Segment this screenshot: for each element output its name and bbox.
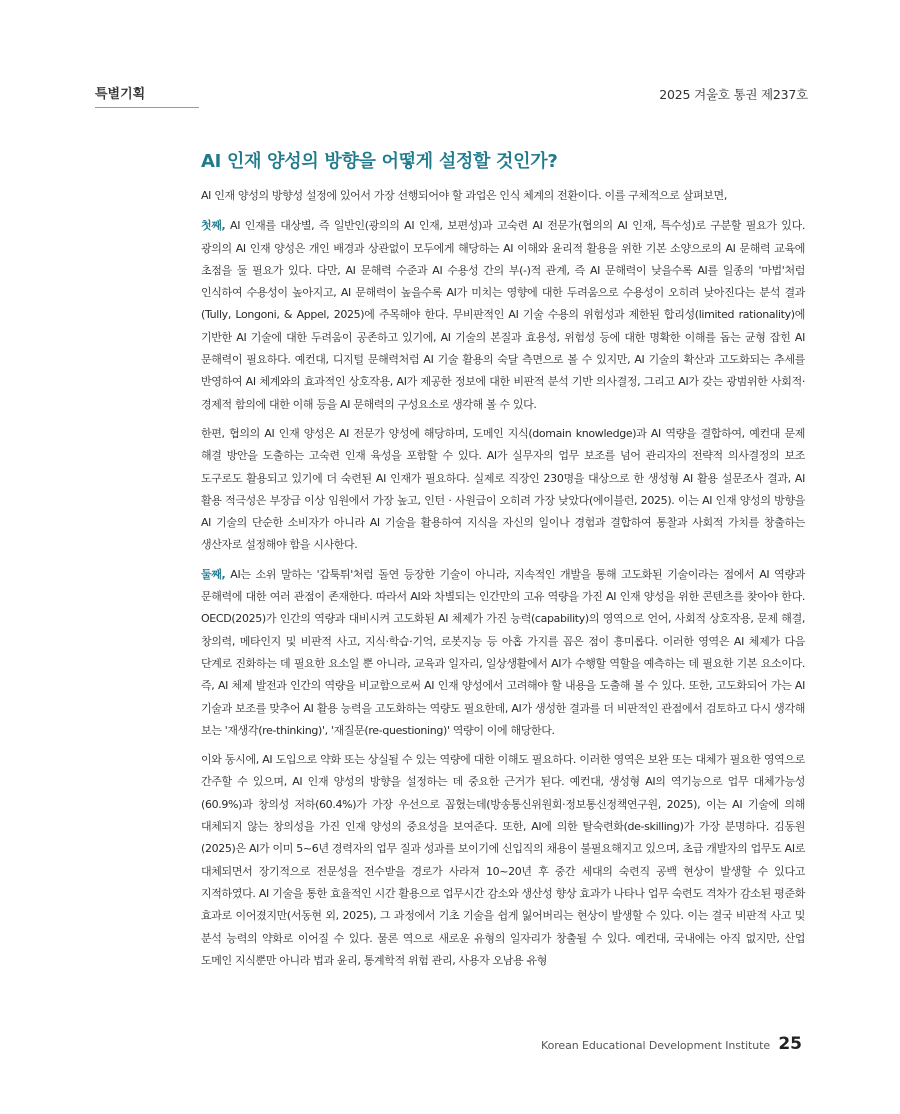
paragraph-fourth: 이와 동시에, AI 도입으로 약화 또는 상실될 수 있는 역량에 대한 이해도 필요하다. 이러한 영역은 보완 또는 대체가 필요한 영역으로 간주할 수 있으며, AI 인재 양성의 방향을 설정하는 데 중요한 근거가 된다. 예컨대, 생성형 AI의 역기능으로 업무 대체가능성(60.9%)과 창의성 저하(60.4%)가 가장 우선으로 꼽혔는데(방송통신위원회·정보통신정책연구원, 2025), 이는 AI 기술에 의해 대체되지 않는 창의성을 가진 인재 양성의 중요성을 보여준다. 또한, AI에 의한 탈숙련화(de-skilling)가 가장 분명하다. 김동원(2025)은 AI가 이미 5~6년 경력자의 업무 질과 성과를 보이기에 신입직의 채용이 불필요해지고 있으며, 초급 개발자의 업무도 AI로 대체되면서 장기적으로 전문성을 전수받을 경로가 사라져 10~20년 후 중간 세대의 숙련직 공백 현상이 발생할 수 있다고 지적하였다. AI 기술을 통한 효율적인 시간 활용으로 업무시간 감소와 생산성 향상 효과가 나타나 업무 숙련도 격차가 감소된 평준화 효과로 이어졌지만(서동현 외, 2025), 그 과정에서 기초 기술을 쉽게 잃어버리는 현상이 발생할 수 있다. 이는 결국 비판적 사고 및 분석 능력의 약화로 이어질 수 있다. 물론 역으로 새로운 유형의 일자리가 창출될 수 있다. 예컨대, 국내에는 아직 없지만, 산업 도메인 지식뿐만 아니라 법과 윤리, 통계학적 위험 관리, 사용자 오남용 유형 [201,753,805,967]
lead-word-first: 첫째, [201,219,226,233]
lead-word-second: 둘째, [201,567,226,581]
footer-institution: Korean Educational Development Institute [541,1039,770,1052]
paragraph-first-text: AI 인재를 대상별, 즉 일반인(광의의 AI 인재, 보편성)과 고숙련 AI 전문가(협의의 AI 인재, 특수성)로 구분할 필요가 있다. 광의의 AI 인재 양성은 개인 배경과 상관없이 모두에게 해당하는 AI 이해와 윤리적 활용을 위한 기본 소양으로의 AI 문해력 교육에 초점을 둘 필요가 있다. 다만, AI 문해력 수준과 AI 수용성 간의 부(-)적 관계, 즉 AI 문해력이 낮을수록 AI를 일종의 '마법'처럼 인식하여 수용성이 높아지고, AI 문해력이 높을수록 AI가 미치는 영향에 대한 두려움으로 수용성이 오히려 낮아진다는 분석 결과(Tully, Longoni, & Appel, 2025)에 주목해야 한다. 무비판적인 AI 기술 수용의 위험성과 제한된 합리성(limited rationality)에 기반한 AI 기술에 대한 두려움이 공존하고 있기에, AI 기술의 본질과 효용성, 위험성 등에 대한 명확한 이해를 돕는 균형 잡힌 AI 문해력이 필요하다. 예컨대, 디지털 문해력처럼 AI 기술 활용의 숙달 측면으로 볼 수 있지만, AI 기술의 확산과 고도화되는 추세를 반영하여 AI 체계와의 효과적인 상호작용, AI가 제공한 정보에 대한 비판적 분석 기반 의사결정, 그리고 AI가 갖는 광범위한 사회적·경제적 함의에 대한 이해 등을 AI 문해력의 구성요소로 생각해 볼 수 있다. [201,219,805,411]
intro-paragraph: AI 인재 양성의 방향성 설정에 있어서 가장 선행되어야 할 과업은 인식 체계의 전환이다. 이를 구체적으로 살펴보면, [201,189,727,202]
page-number: 25 [778,1034,802,1054]
paragraph-second: 한편, 협의의 AI 인재 양성은 AI 전문가 양성에 해당하며, 도메인 지식(domain knowledge)과 AI 역량을 결합하여, 예컨대 문제 해결 방안을 도출하는 고숙련 인재 육성을 포함할 수 있다. AI가 실무자의 업무 보조를 넘어 관리자의 전략적 의사결정의 보조 도구로도 활용되고 있기에 더 숙련된 AI 인재가 필요하다. 실제로 직장인 230명을 대상으로 한 생성형 AI 활용 설문조사 결과, AI 활용 적극성은 부장급 이상 임원에서 가장 높고, 인턴 · 사원급이 오히려 가장 낮았다(에이블런, 2025). 이는 AI 인재 양성의 방향을 AI 기술의 단순한 소비자가 아니라 AI 기술을 활용하여 지식을 자신의 일이나 경험과 결합하여 통찰과 사회적 가치를 창출하는 생산자로 설정해야 함을 시사한다. [201,426,805,552]
section-label: 특별기획 [95,86,199,108]
article-body [201,150,805,979]
paragraph-third-text: AI는 소위 말하는 '갑툭튀'처럼 돌연 등장한 기술이 아니라, 지속적인 개발을 통해 고도화된 기술이라는 점에서 AI 역량과 문해력에 대한 여러 관점이 존재한다. 따라서 AI와 차별되는 인간만의 고유 역량을 가진 AI 인재 양성을 위한 콘텐츠를 찾아야 한다. OECD(2025)가 인간의 역량과 대비시켜 고도화된 AI 체제가 가진 능력(capability)의 영역으로 언어, 사회적 상호작용, 문제 해결, 창의력, 메타인지 및 비판적 사고, 지식·학습·기억, 로봇지능 등 아홉 가지를 꼽은 점이 흥미롭다. 이러한 영역은 AI 체제가 다음 단계로 진화하는 데 필요한 요소일 뿐 아니라, 교육과 일자리, 일상생활에서 AI가 수행할 역할을 예측하는 데 필요한 기본 요소이다. 즉, AI 체제 발전과 인간의 역량을 비교함으로써 AI 인재 양성에서 고려해야 할 내용을 도출해 볼 수 있다. 또한, 고도화되어 가는 AI 기술과 보조를 맞추어 AI 활용 능력을 고도화하는 역량도 필요한데, AI가 생성한 결과를 더 비판적인 관점에서 검토하고 다시 생각해 보는 '재생각(re-thinking)', '재질문(re-questioning)' 역량이 이에 해당한다. [201,567,805,737]
article-heading: AI 인재 양성의 방향을 어떻게 설정할 것인가? [201,151,558,172]
paragraph-first [201,215,805,416]
issue-info: 2025 겨울호 통권 제237호 [659,87,808,102]
paragraph-third [201,564,805,742]
